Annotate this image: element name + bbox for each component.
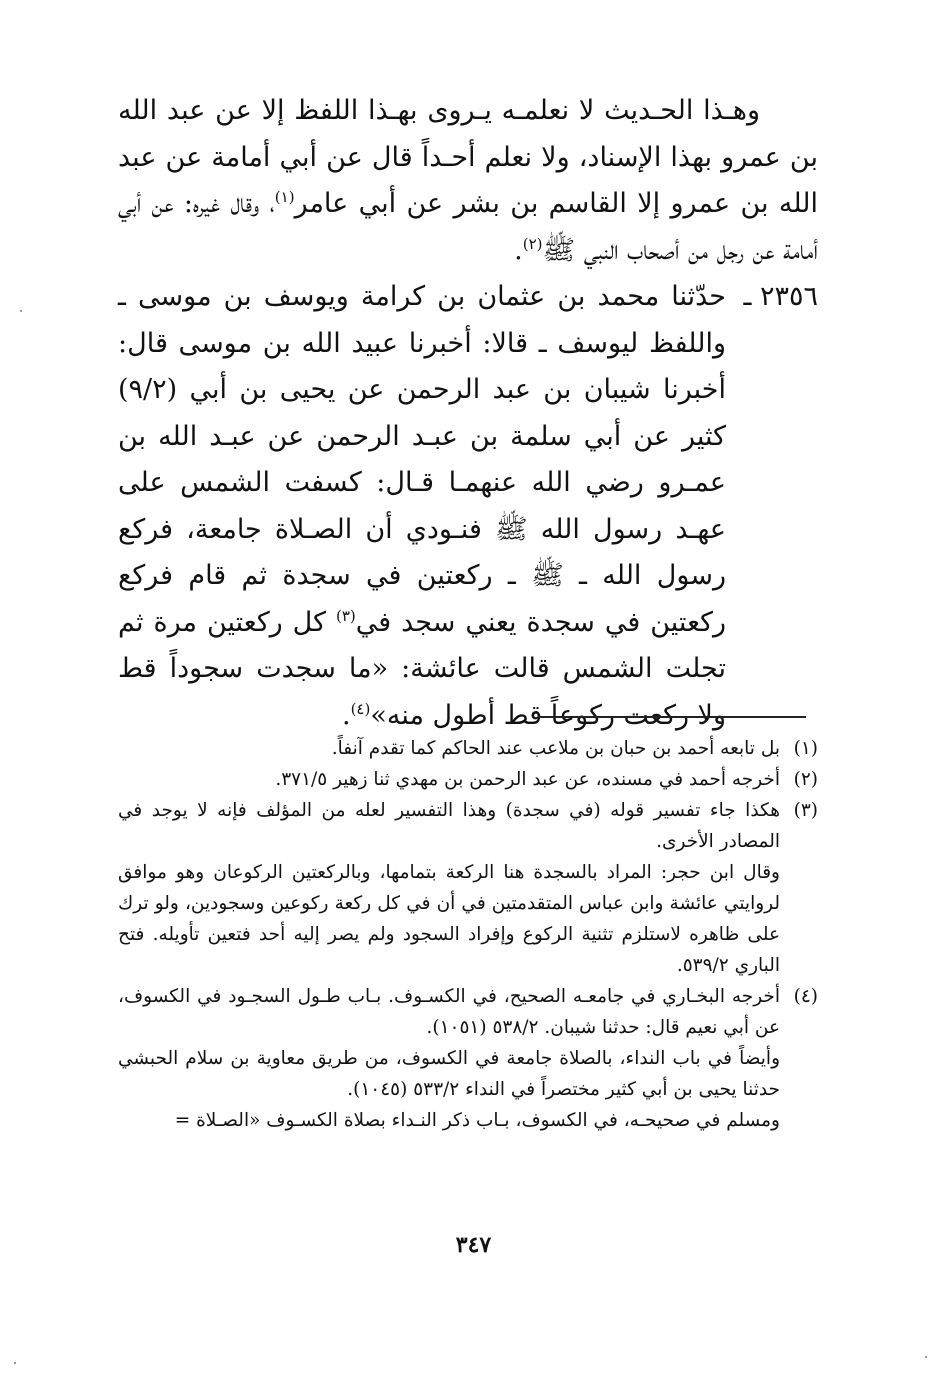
footnote-separator: [538, 716, 806, 718]
footnote-3-continuation: وقال ابن حجر: المراد بالسجدة هنا الركعة بتمامها، وبالركعتين الركوعان وهو موافق لروايتي عائشة وابن عباس المتقدمتين في أن في كل ركعة ركوعين وسجودين، ولو ترك على ظاهره لاستلزم تثنية الركوع وإفراد السجود ولم يصر إليه أحد فتعين تأويله. فتح الباري ٥٣٩/٢.: [118, 862, 780, 976]
footnotes: [118, 733, 818, 1136]
footnote-number: (٢): [793, 769, 818, 790]
footnote-ref-1: (١): [274, 188, 295, 206]
hadith-number: ٢٣٥٦ ـ: [743, 281, 818, 312]
footnote-ref-4: (٤): [350, 699, 371, 718]
footnote-4-continuation: وأيضاً في باب النداء، بالصلاة جامعة في الكسوف، من طريق معاوية بن سلام الحبشي حدثنا يحيى بن أبي كثير مختصراً في النداء ٥٣٣/٢ (١٠٤٥).: [118, 1048, 780, 1100]
footnote-number: (٤): [793, 986, 818, 1007]
footnote-1: [118, 733, 818, 764]
scan-speck: [925, 1356, 927, 1358]
footnote-number: (٣): [793, 800, 818, 821]
footnote-number: (١): [793, 738, 818, 759]
opening-paragraph-text: وهـذا الحـديث لا نعلمـه يـروى بهـذا اللفظ إلا عن عبد الله بن عمرو بهذا الإسناد، ولا نعلم أحـداً قال عن أبي أمامة عن عبد الله بن عمرو إلا القاسم بن بشر عن أبي عامر: [118, 95, 818, 219]
footnote-4-continuation-2: ومسلم في صحيحـه، في الكسوف، بـاب ذكر النـداء بصلاة الكسـوف «الصـلاة =: [174, 1110, 780, 1131]
hadith-text-part1: حدّثنا محمد بن عثمان بن كرامة ويوسف بن موسى ـ واللفظ ليوسف ـ قالا: أخبرنا عبيد الله بن موسى قال: أخبرنا شيبان بن عبد الرحمن عن يحيى بن أبي (٩/٢) كثير عن أبي سلمة بن عبـد الرحمن عن عبـد الله بن عمـرو رضي الله عنهمـا قـال: كسفت الشمس على عهـد رسول الله ﷺ فنـودي أن الصـلاة جامعة، فركع رسول الله ـ ﷺ ـ ركعتين في سجدة ثم قام فركع ركعتين في سجدة يعني سجد في: [118, 281, 726, 638]
page-number: ٣٤٧: [455, 1232, 492, 1258]
footnote-3: [118, 795, 818, 857]
footnote-text: هكذا جاء تفسير قوله (في سجدة) وهذا التفسير لعله من المؤلف فإنه لا يوجد في المصادر الأخرى.: [118, 800, 780, 852]
footnote-text: أخرجه البخـاري في جامعـه الصحيح، في الكسـوف. بـاب طـول السجـود في الكسوف، عن أبي نعيم قال: حدثنا شيبان. ٥٣٨/٢ (١٠٥١).: [118, 986, 780, 1038]
opening-paragraph-end: .: [514, 234, 523, 266]
hadith-text: [118, 274, 726, 739]
main-text: [118, 88, 818, 739]
opening-paragraph-mid: ، وقال غيره: عن أبي أمامة عن رجل من أصحاب النبي ﷺ: [118, 188, 818, 266]
footnote-ref-3: (٣): [335, 606, 356, 625]
scan-speck: [20, 310, 22, 312]
hadith-entry: [118, 274, 818, 739]
footnote-4: [118, 981, 818, 1043]
hadith-text-end: .: [341, 699, 351, 731]
footnote-2: [118, 764, 818, 795]
footnote-text: أخرجه أحمد في مسنده، عن عبد الرحمن بن مهدي ثنا زهير ٣٧١/٥.: [275, 769, 780, 790]
opening-paragraph: [118, 88, 818, 274]
footnote-text: بل تابعه أحمد بن حبان بن ملاعب عند الحاكم كما تقدم آنفاً.: [331, 738, 780, 759]
scan-speck: [14, 1362, 16, 1364]
hadith-text-part2: كل ركعتين مرة ثم تجلت الشمس قالت عائشة: «ما سجدت سجوداً قط ولا ركعت ركوعاً قط أطول منه»: [118, 606, 726, 731]
footnote-ref-2: (٢): [522, 234, 543, 253]
